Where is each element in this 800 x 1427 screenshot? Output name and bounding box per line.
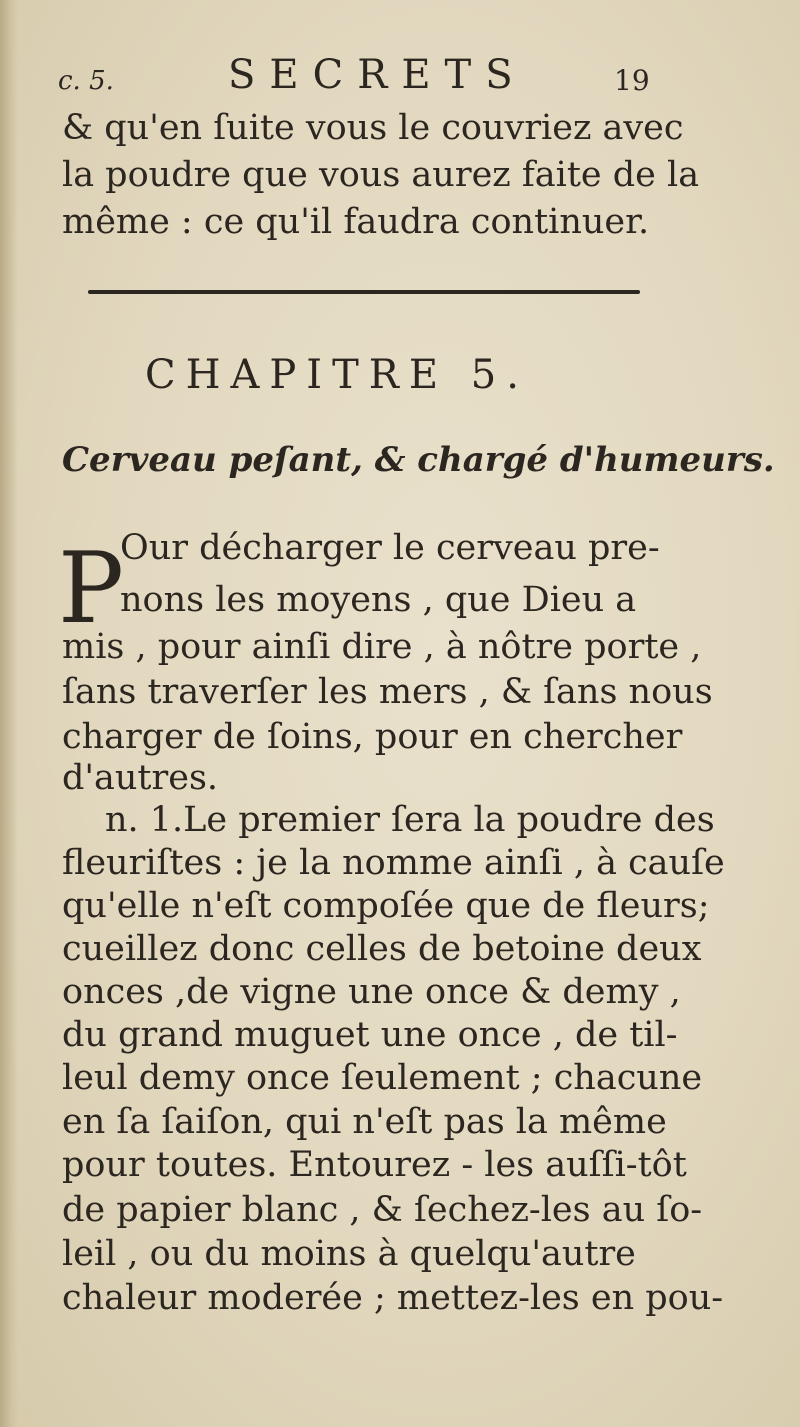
body-line: la poudre que vous aurez faite de la (62, 155, 700, 195)
body-line: fleuriſtes : je la nomme ainſi , à cauſe (62, 843, 725, 883)
body-line: même : ce qu'il faudra continuer. (62, 202, 650, 242)
body-line: chaleur moderée ; mettez-les en pou- (62, 1278, 724, 1318)
body-line: charger de ſoins, pour en chercher (62, 717, 683, 757)
running-head-chapter-ref: c. 5. (58, 66, 114, 96)
body-line: de papier blanc , & ſechez-les au ſo- (62, 1190, 703, 1230)
body-line: pour toutes. Entourez - les auſſi-tôt (62, 1145, 687, 1185)
chapter-heading: CHAPITRE 5. (145, 352, 529, 398)
body-line: d'autres. (62, 758, 219, 798)
running-head-title: SECRETS (228, 52, 527, 98)
body-line: en ſa ſaiſon, qui n'eſt pas la même (62, 1102, 667, 1142)
page-gutter-shadow (0, 0, 18, 1427)
drop-cap: P (58, 532, 124, 646)
body-line: ſans traverſer les mers , & ſans nous (62, 672, 713, 712)
body-line: cueillez donc celles de betoine deux (62, 929, 702, 969)
body-line: mis , pour ainſi dire , à nôtre porte , (62, 627, 702, 667)
section-divider-rule (88, 290, 640, 294)
body-line: & qu'en ſuite vous le couvriez avec (62, 108, 684, 148)
body-line: onces ,de vigne une once & demy , (62, 972, 681, 1012)
body-line: du grand muguet une once , de til- (62, 1015, 678, 1055)
chapter-subtitle: Cerveau peſant, & chargé d'humeurs. (62, 440, 775, 480)
body-line: leul demy once ſeulement ; chacune (62, 1058, 703, 1098)
body-line: nons les moyens , que Dieu a (120, 580, 637, 620)
body-line: n. 1.Le premier ſera la poudre des (105, 800, 715, 840)
body-line: leil , ou du moins à quelqu'autre (62, 1234, 636, 1274)
body-line: Our décharger le cerveau pre- (120, 528, 660, 568)
body-line: qu'elle n'eſt compoſée que de fleurs; (62, 886, 710, 926)
running-head (58, 52, 658, 102)
page-number: 19 (614, 64, 650, 97)
